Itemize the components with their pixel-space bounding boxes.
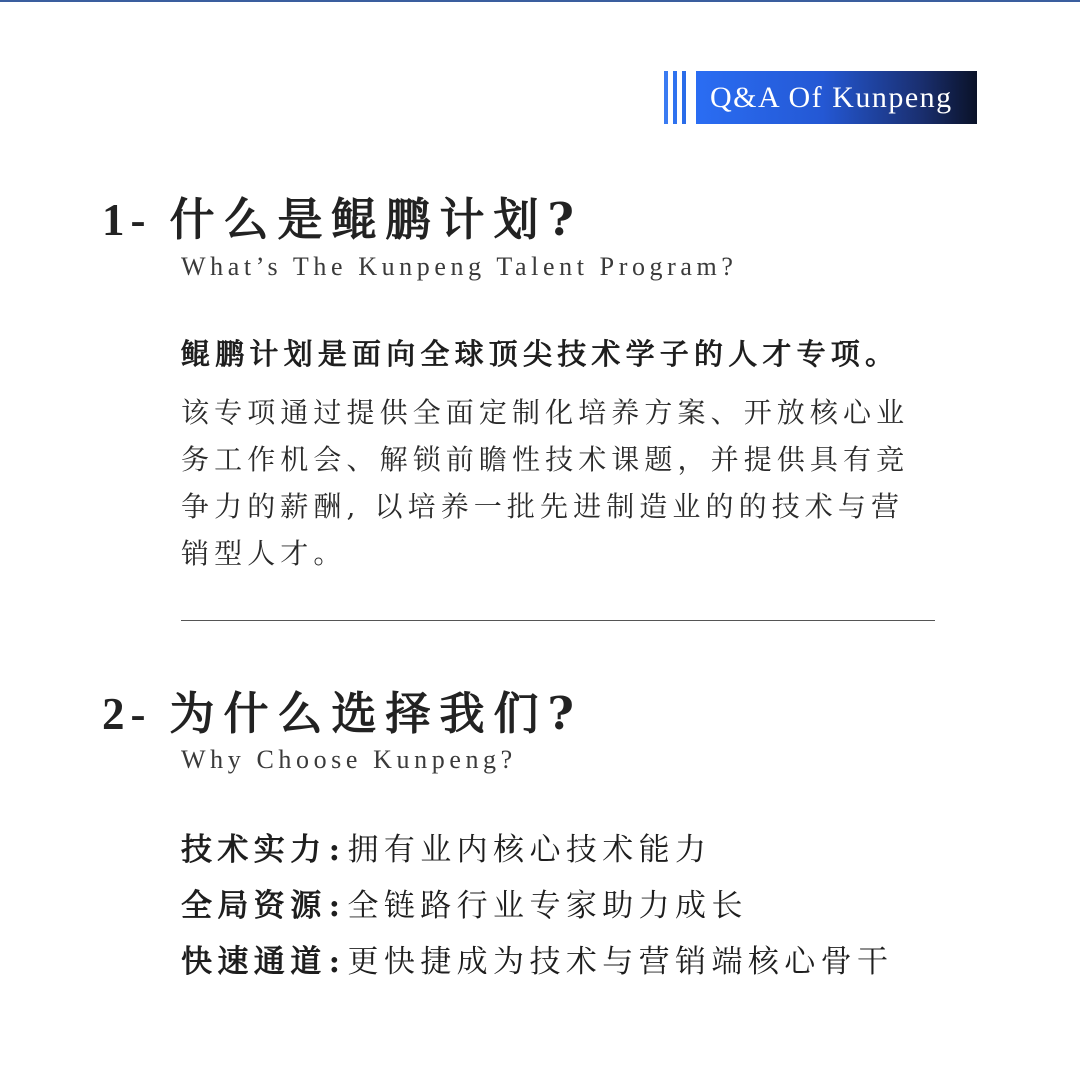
paragraph-line: 销型人才。: [181, 537, 347, 570]
feature-value: 更快捷成为技术与营销端核心骨干: [347, 944, 894, 980]
feature-colon: :: [328, 944, 346, 980]
badge-stripe: [673, 71, 677, 124]
feature-item: [181, 936, 893, 981]
badge-stripe: [664, 71, 668, 124]
section-2-heading: 为什么选择我们?: [169, 687, 583, 740]
section-1-subtitle: What’s The Kunpeng Talent Program?: [181, 252, 738, 281]
section-1-title: [102, 183, 583, 248]
section-1-lead: 鲲鹏计划是面向全球顶尖技术学子的人才专项。: [181, 337, 900, 371]
feature-colon: :: [328, 832, 346, 868]
paragraph-line: 争力的薪酬, 以培养一批先进制造业的的技术与营: [181, 490, 905, 523]
section-1-heading: 什么是鲲鹏计划?: [169, 193, 583, 246]
section-1-paragraph: [181, 389, 941, 577]
paragraph-line: 务工作机会、解锁前瞻性技术课题，并提供具有竞: [181, 443, 910, 476]
section-2-number: 2-: [102, 689, 152, 739]
feature-key: 全局资源: [181, 888, 327, 924]
badge-stripe: [682, 71, 686, 124]
header-badge: [664, 71, 977, 124]
badge-stripes: [664, 71, 696, 124]
badge-label: Q&A Of Kunpeng: [710, 81, 953, 114]
section-1-number: 1-: [102, 195, 152, 245]
feature-value: 全链路行业专家助力成长: [347, 888, 748, 924]
section-2-title: [102, 677, 583, 742]
section-2-subtitle: Why Choose Kunpeng?: [181, 745, 517, 774]
feature-colon: :: [328, 888, 346, 924]
top-border-line: [0, 0, 1080, 2]
paragraph-line: 该专项通过提供全面定制化培养方案、开放核心业: [181, 396, 910, 429]
feature-value: 拥有业内核心技术能力: [347, 832, 712, 868]
feature-item: [181, 824, 711, 869]
feature-key: 快速通道: [181, 944, 327, 980]
feature-key: 技术实力: [181, 832, 327, 868]
section-divider: [181, 620, 935, 621]
feature-item: [181, 880, 748, 925]
